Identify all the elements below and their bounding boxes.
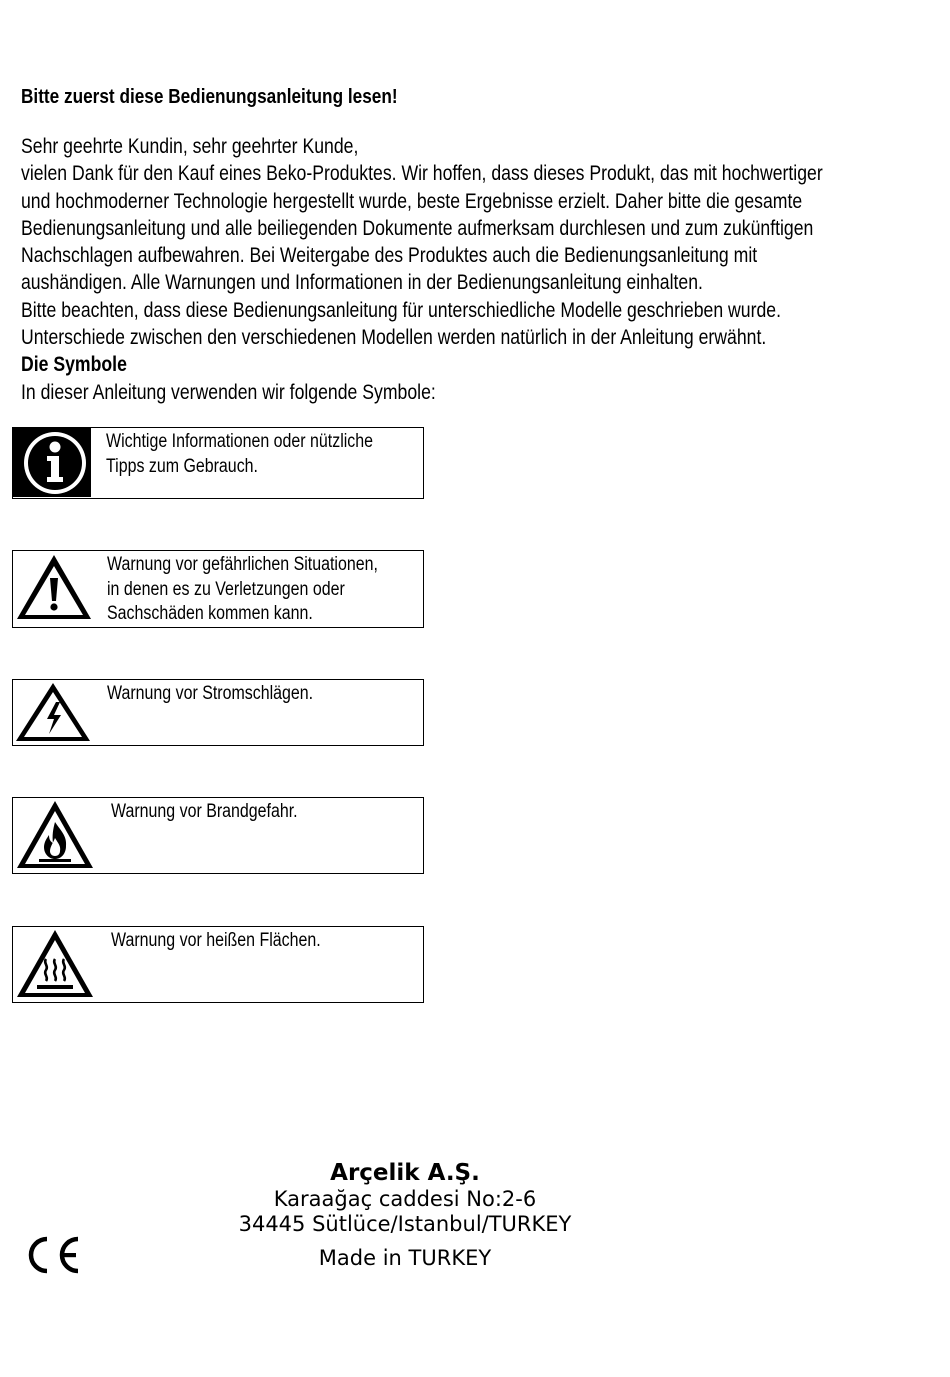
- symbol-description: Warnung vor gefährlichen Situationen, in denen es zu Verletzungen oder Sachschäden kommen kann.: [107, 554, 378, 624]
- symbol-description: Wichtige Informationen oder nützliche Tipps zum Gebrauch.: [106, 431, 374, 477]
- intro-line: Bedienungsanleitung und alle beiliegenden Dokumente aufmerksam durchlesen und zum zukünftigen: [21, 216, 814, 240]
- symbol-box-warning: [12, 550, 424, 628]
- symbols-heading: Die Symbole: [21, 353, 127, 377]
- intro-line: und hochmoderner Technologie hergestellt wurde, beste Ergebnisse erzielt. Daher bitte die gesamte: [21, 189, 803, 213]
- made-in-label: Made in TURKEY: [318, 1246, 492, 1270]
- symbol-box-electric: [12, 679, 424, 746]
- electric-shock-icon: [13, 680, 93, 744]
- symbol-description: Warnung vor heißen Flächen.: [111, 930, 321, 951]
- manufacturer-address: [200, 1160, 610, 1271]
- info-icon: [13, 428, 91, 497]
- symbol-description: Warnung vor Stromschlägen.: [107, 683, 314, 704]
- ce-mark-icon: [20, 1235, 82, 1275]
- fire-icon: [13, 798, 95, 872]
- address-line: 34445 Sütlüce/Istanbul/TURKEY: [238, 1212, 572, 1236]
- intro-text: [21, 133, 895, 406]
- page-title: Bitte zuerst diese Bedienungsanleitung lesen!: [21, 86, 398, 108]
- symbol-box-hot-surface: [12, 926, 424, 1003]
- intro-line: Sehr geehrte Kundin, sehr geehrter Kunde,: [21, 135, 359, 158]
- address-line: Karaağaç caddesi No:2-6: [273, 1187, 537, 1211]
- intro-line: vielen Dank für den Kauf eines Beko-Produktes. Wir hoffen, dass dieses Produkt, das mit hochwertiger: [21, 162, 823, 186]
- intro-line: Nachschlagen aufbewahren. Bei Weitergabe des Produktes auch die Bedienungsanleitung mit: [21, 244, 758, 268]
- symbols-intro: In dieser Anleitung verwenden wir folgende Symbole:: [21, 380, 436, 404]
- hot-surface-icon: [13, 927, 95, 1001]
- intro-line: Unterschiede zwischen den verschiedenen Modellen werden natürlich in der Anleitung erwähnt.: [21, 326, 767, 350]
- symbol-description: Warnung vor Brandgefahr.: [111, 801, 298, 822]
- symbol-box-fire: [12, 797, 424, 874]
- intro-line: aushändigen. Alle Warnungen und Informationen in der Bedienungsanleitung einhalten.: [21, 271, 703, 295]
- symbol-box-info: [12, 427, 424, 499]
- intro-line: Bitte beachten, dass diese Bedienungsanleitung für unterschiedliche Modelle geschrieben wurde.: [21, 298, 782, 322]
- warning-icon: [13, 551, 95, 625]
- company-name: Arçelik A.Ş.: [330, 1160, 480, 1186]
